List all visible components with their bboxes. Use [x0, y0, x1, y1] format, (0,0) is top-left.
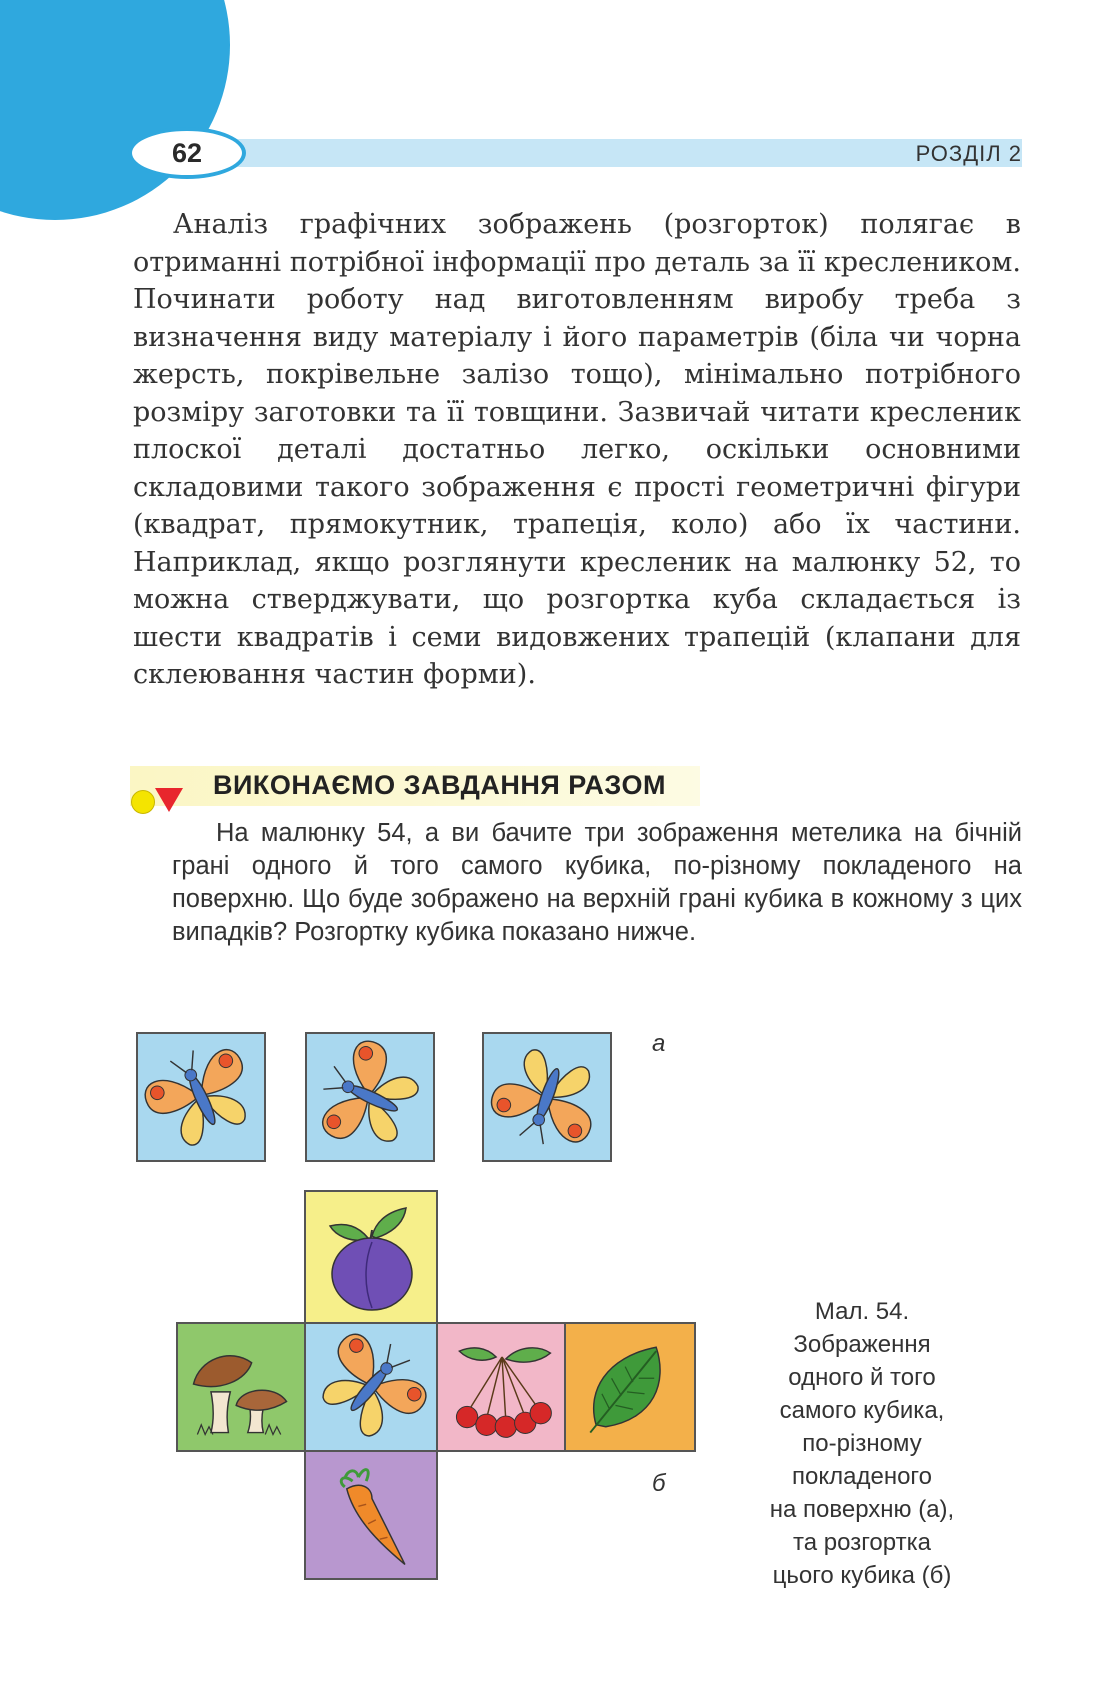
page-number: 62: [128, 127, 246, 179]
face-a1: [136, 1032, 266, 1162]
butterfly-icon: [306, 1324, 436, 1450]
net-face-plum: [304, 1190, 438, 1324]
caption-line: та розгортка: [793, 1529, 931, 1556]
leaf-icon: [566, 1324, 694, 1450]
net-face-cherries: [436, 1322, 566, 1452]
mushroom-icon: [178, 1324, 304, 1450]
label-a: а: [652, 1030, 666, 1057]
label-b: б: [652, 1470, 666, 1497]
header-bar: [160, 139, 1022, 167]
figure-caption: [742, 1295, 982, 1592]
task-paragraph: На малюнку 54, а ви бачите три зображення метелика на бічній грані одного й того самого кубика, по-різному покладеного на поверхню. Що буде зображено на верхній грані кубика в кожному з цих випадків? Розгортку кубика показано нижче.: [172, 819, 1022, 946]
red-triangle-icon: [155, 788, 183, 812]
body-paragraph: Аналіз графічних зображень (розгорток) полягає в отриманні потрібної інформації про деталь за її креслеником. Починати роботу над виготовленням виробу треба з визначення виду матеріалу і його параметрів (біла чи чорна жерсть, покрівельне залізо тощо), мінімально потрібного розміру заготовки та її товщини. Зазвичай читати кресленик плоскої деталі достатньо легко, оскільки основними складовими такого зображення є прості геометричні фігури (квадрат, прямокутник, трапеція, коло) або їх частини. Наприклад, якщо розглянути кресленик на малюнку 52, то можна стверджувати, що розгортка куба складається із шести квадратів і семи видовжених трапецій (клапани для склеювання частин форми).: [133, 209, 1021, 690]
corner-decoration: [0, 0, 230, 220]
caption-line: одного й того: [788, 1364, 936, 1391]
caption-line: на поверхню (а),: [769, 1496, 955, 1523]
task-text: [172, 817, 1022, 949]
caption-line: Мал. 54.: [814, 1298, 910, 1325]
caption-line: покладеного: [792, 1463, 932, 1490]
net-face-butterfly: [304, 1322, 438, 1452]
butterfly-icon: [484, 1034, 610, 1160]
net-face-leaf: [564, 1322, 696, 1452]
caption-line: по-різному: [802, 1430, 922, 1457]
net-face-carrot: [304, 1450, 438, 1580]
section-title: РОЗДІЛ 2: [915, 141, 1022, 166]
caption-line: цього кубика (б): [772, 1562, 952, 1589]
task-title: ВИКОНАЄМО ЗАВДАННЯ РАЗОМ: [213, 770, 666, 800]
caption-line: Зображення: [793, 1331, 931, 1358]
net-face-mushroom: [176, 1322, 306, 1452]
caption-line: самого кубика,: [779, 1397, 945, 1424]
yellow-circle-icon: [131, 790, 155, 814]
cherries-icon: [438, 1324, 564, 1450]
face-a2: [305, 1032, 435, 1162]
face-a3: [482, 1032, 612, 1162]
butterfly-icon: [307, 1034, 433, 1160]
butterfly-icon: [138, 1034, 264, 1160]
plum-icon: [306, 1192, 436, 1322]
body-text: [133, 206, 1021, 694]
carrot-icon: [306, 1452, 436, 1578]
